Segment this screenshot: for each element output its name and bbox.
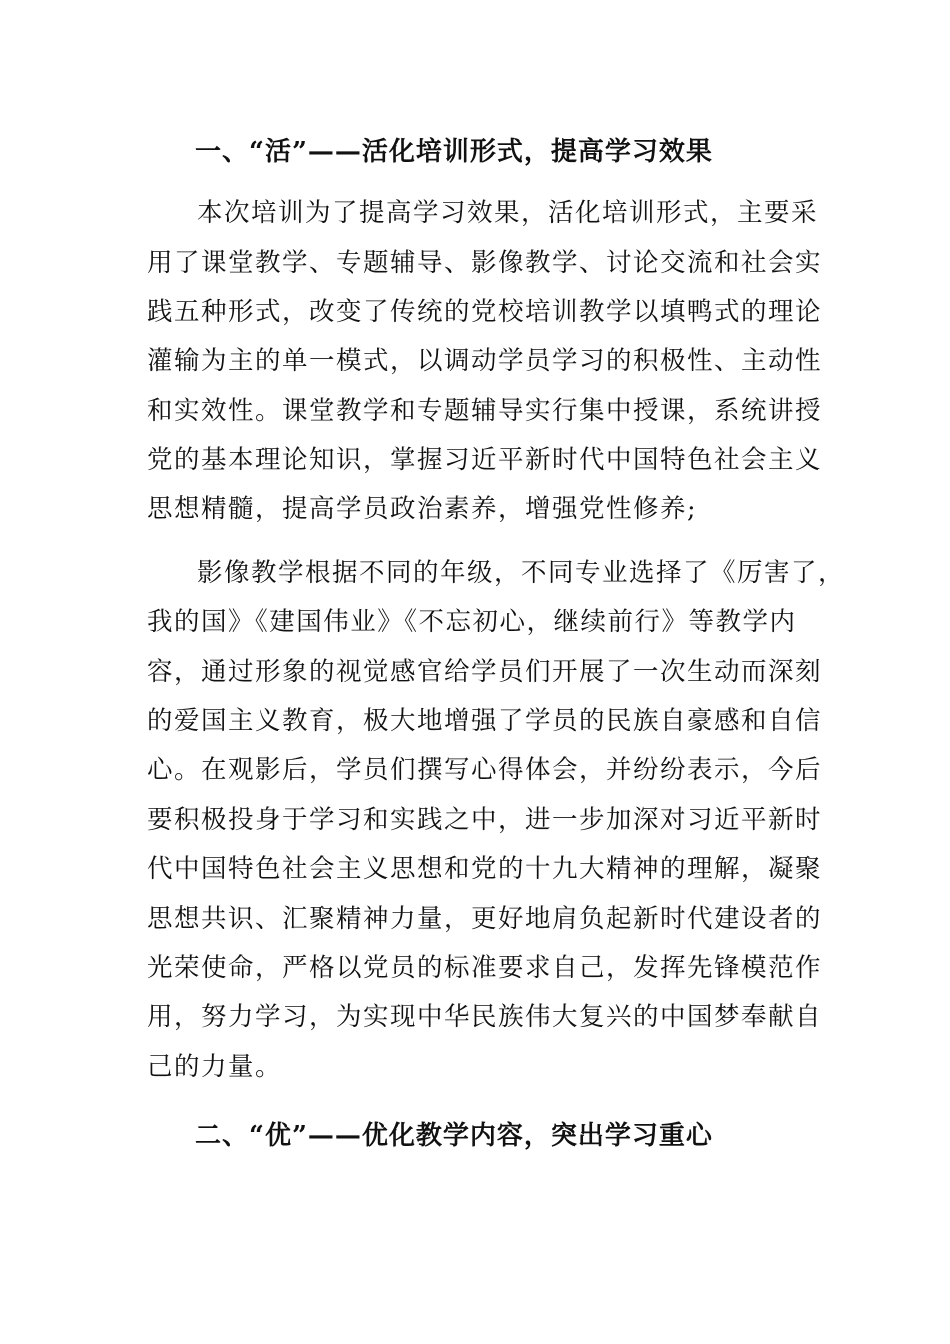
paragraph-1-line: 用了课堂教学、专题辅导、影像教学、讨论交流和社会实 — [147, 248, 823, 278]
paragraph-2-line: 己的力量。 — [147, 1052, 283, 1082]
paragraph-1-line: 思想精髓，提高学员政治素养，增强党性修养; — [147, 494, 698, 524]
paragraph-2-line: 光荣使命，严格以党员的标准要求自己，发挥先锋模范作 — [147, 953, 823, 983]
paragraph-2-line: 代中国特色社会主义思想和党的十九大精神的理解，凝聚 — [147, 854, 823, 884]
paragraph-1-line: 和实效性。课堂教学和专题辅导实行集中授课，系统讲授 — [147, 396, 823, 426]
paragraph-2-line: 影像教学根据不同的年级，不同专业选择了《厉害了， — [197, 558, 846, 588]
paragraph-2-line: 容，通过形象的视觉感官给学员们开展了一次生动而深刻 — [147, 657, 823, 687]
paragraph-2-line: 要积极投身于学习和实践之中，进一步加深对习近平新时 — [147, 805, 823, 835]
paragraph-2-line: 用，努力学习，为实现中华民族伟大复兴的中国梦奉献自 — [147, 1002, 823, 1032]
paragraph-2-line: 思想共识、汇聚精神力量，更好地肩负起新时代建设者的 — [147, 904, 823, 934]
paragraph-2-line: 的爱国主义教育，极大地增强了学员的民族自豪感和自信 — [147, 706, 823, 736]
paragraph-2-line: 我的国》《建国伟业》《不忘初心，继续前行》等教学内 — [147, 607, 797, 637]
paragraph-1-line: 党的基本理论知识，掌握习近平新时代中国特色社会主义 — [147, 445, 823, 475]
paragraph-1-line: 本次培训为了提高学习效果，活化培训形式，主要采 — [197, 198, 819, 228]
paragraph-1-line: 灌输为主的单一模式，以调动学员学习的积极性、主动性 — [147, 346, 823, 376]
section-heading-1: 一、“活”——活化培训形式，提高学习效果 — [195, 137, 713, 167]
section-heading-2: 二、“优”——优化教学内容，突出学习重心 — [195, 1121, 713, 1151]
paragraph-1-line: 践五种形式，改变了传统的党校培训教学以填鸭式的理论 — [147, 297, 823, 327]
paragraph-2-line: 心。在观影后，学员们撰写心得体会，并纷纷表示，今后 — [147, 755, 823, 785]
